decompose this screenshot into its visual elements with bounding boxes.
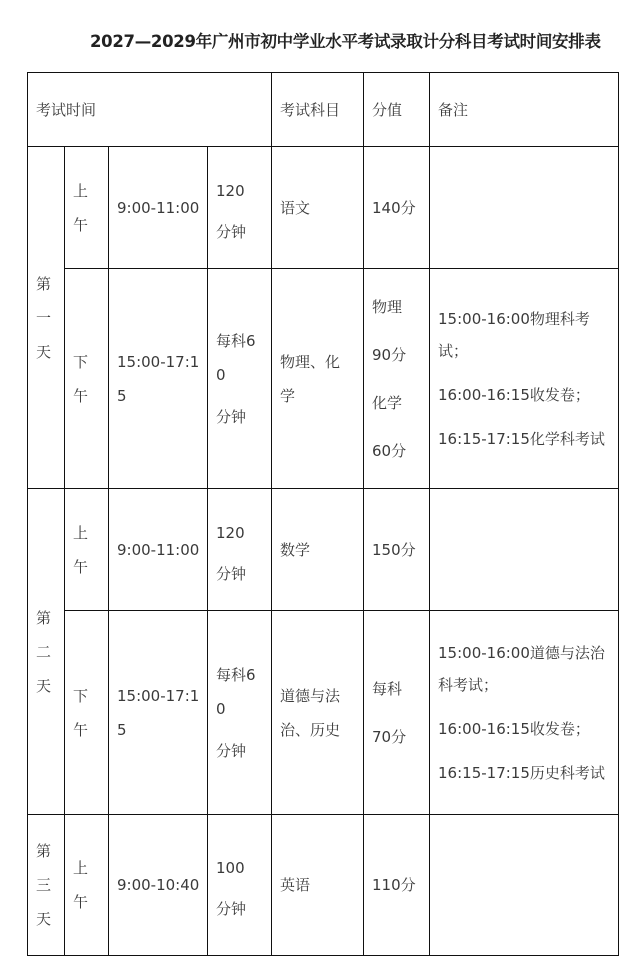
subject-cell: 数学	[272, 489, 364, 611]
duration-cell: 120 分钟	[208, 489, 272, 611]
page-title: 2027—2029年广州市初中学业水平考试录取计分科目考试时间安排表	[90, 32, 601, 51]
subject-cell: 道德与法 治、历史	[272, 611, 364, 815]
time-cell: 9:00-11:00	[109, 147, 208, 269]
note-cell	[430, 815, 619, 956]
note-cell	[430, 147, 619, 269]
score-cell: 110分	[364, 815, 430, 956]
header-exam-time: 考试时间	[28, 73, 272, 147]
subject-cell: 语文	[272, 147, 364, 269]
score-cell: 每科 70分	[364, 611, 430, 815]
note-cell: 15:00-16:00道德与法治 科考试； 16:00-16:15收发卷； 16:15-17:15历史科考试	[430, 611, 619, 815]
table-row	[28, 489, 619, 611]
day-label: 第 三 天	[28, 815, 65, 956]
table-row	[28, 815, 619, 956]
time-cell: 9:00-10:40	[109, 815, 208, 956]
subject-cell: 物理、化 学	[272, 269, 364, 489]
duration-cell: 每科6 0 分钟	[208, 611, 272, 815]
period-cell: 上 午	[65, 147, 109, 269]
header-score: 分值	[364, 73, 430, 147]
score-cell: 140分	[364, 147, 430, 269]
period-cell: 下 午	[65, 611, 109, 815]
duration-cell: 120 分钟	[208, 147, 272, 269]
period-cell: 上 午	[65, 815, 109, 956]
duration-cell: 100 分钟	[208, 815, 272, 956]
time-cell: 9:00-11:00	[109, 489, 208, 611]
day-label: 第 一 天	[28, 147, 65, 489]
period-cell: 下 午	[65, 269, 109, 489]
exam-schedule-table	[27, 72, 619, 956]
time-cell: 15:00-17:1 5	[109, 269, 208, 489]
header-note: 备注	[430, 73, 619, 147]
subject-cell: 英语	[272, 815, 364, 956]
note-cell	[430, 489, 619, 611]
table-row	[28, 611, 619, 815]
score-cell: 150分	[364, 489, 430, 611]
duration-cell: 每科6 0 分钟	[208, 269, 272, 489]
time-cell: 15:00-17:1 5	[109, 611, 208, 815]
period-cell: 上 午	[65, 489, 109, 611]
score-cell: 物理 90分 化学 60分	[364, 269, 430, 489]
note-cell: 15:00-16:00物理科考 试； 16:00-16:15收发卷； 16:15-17:15化学科考试	[430, 269, 619, 489]
table-row	[28, 147, 619, 269]
table-row	[28, 269, 619, 489]
day-label: 第 二 天	[28, 489, 65, 815]
header-subject: 考试科目	[272, 73, 364, 147]
header-row	[28, 73, 619, 147]
